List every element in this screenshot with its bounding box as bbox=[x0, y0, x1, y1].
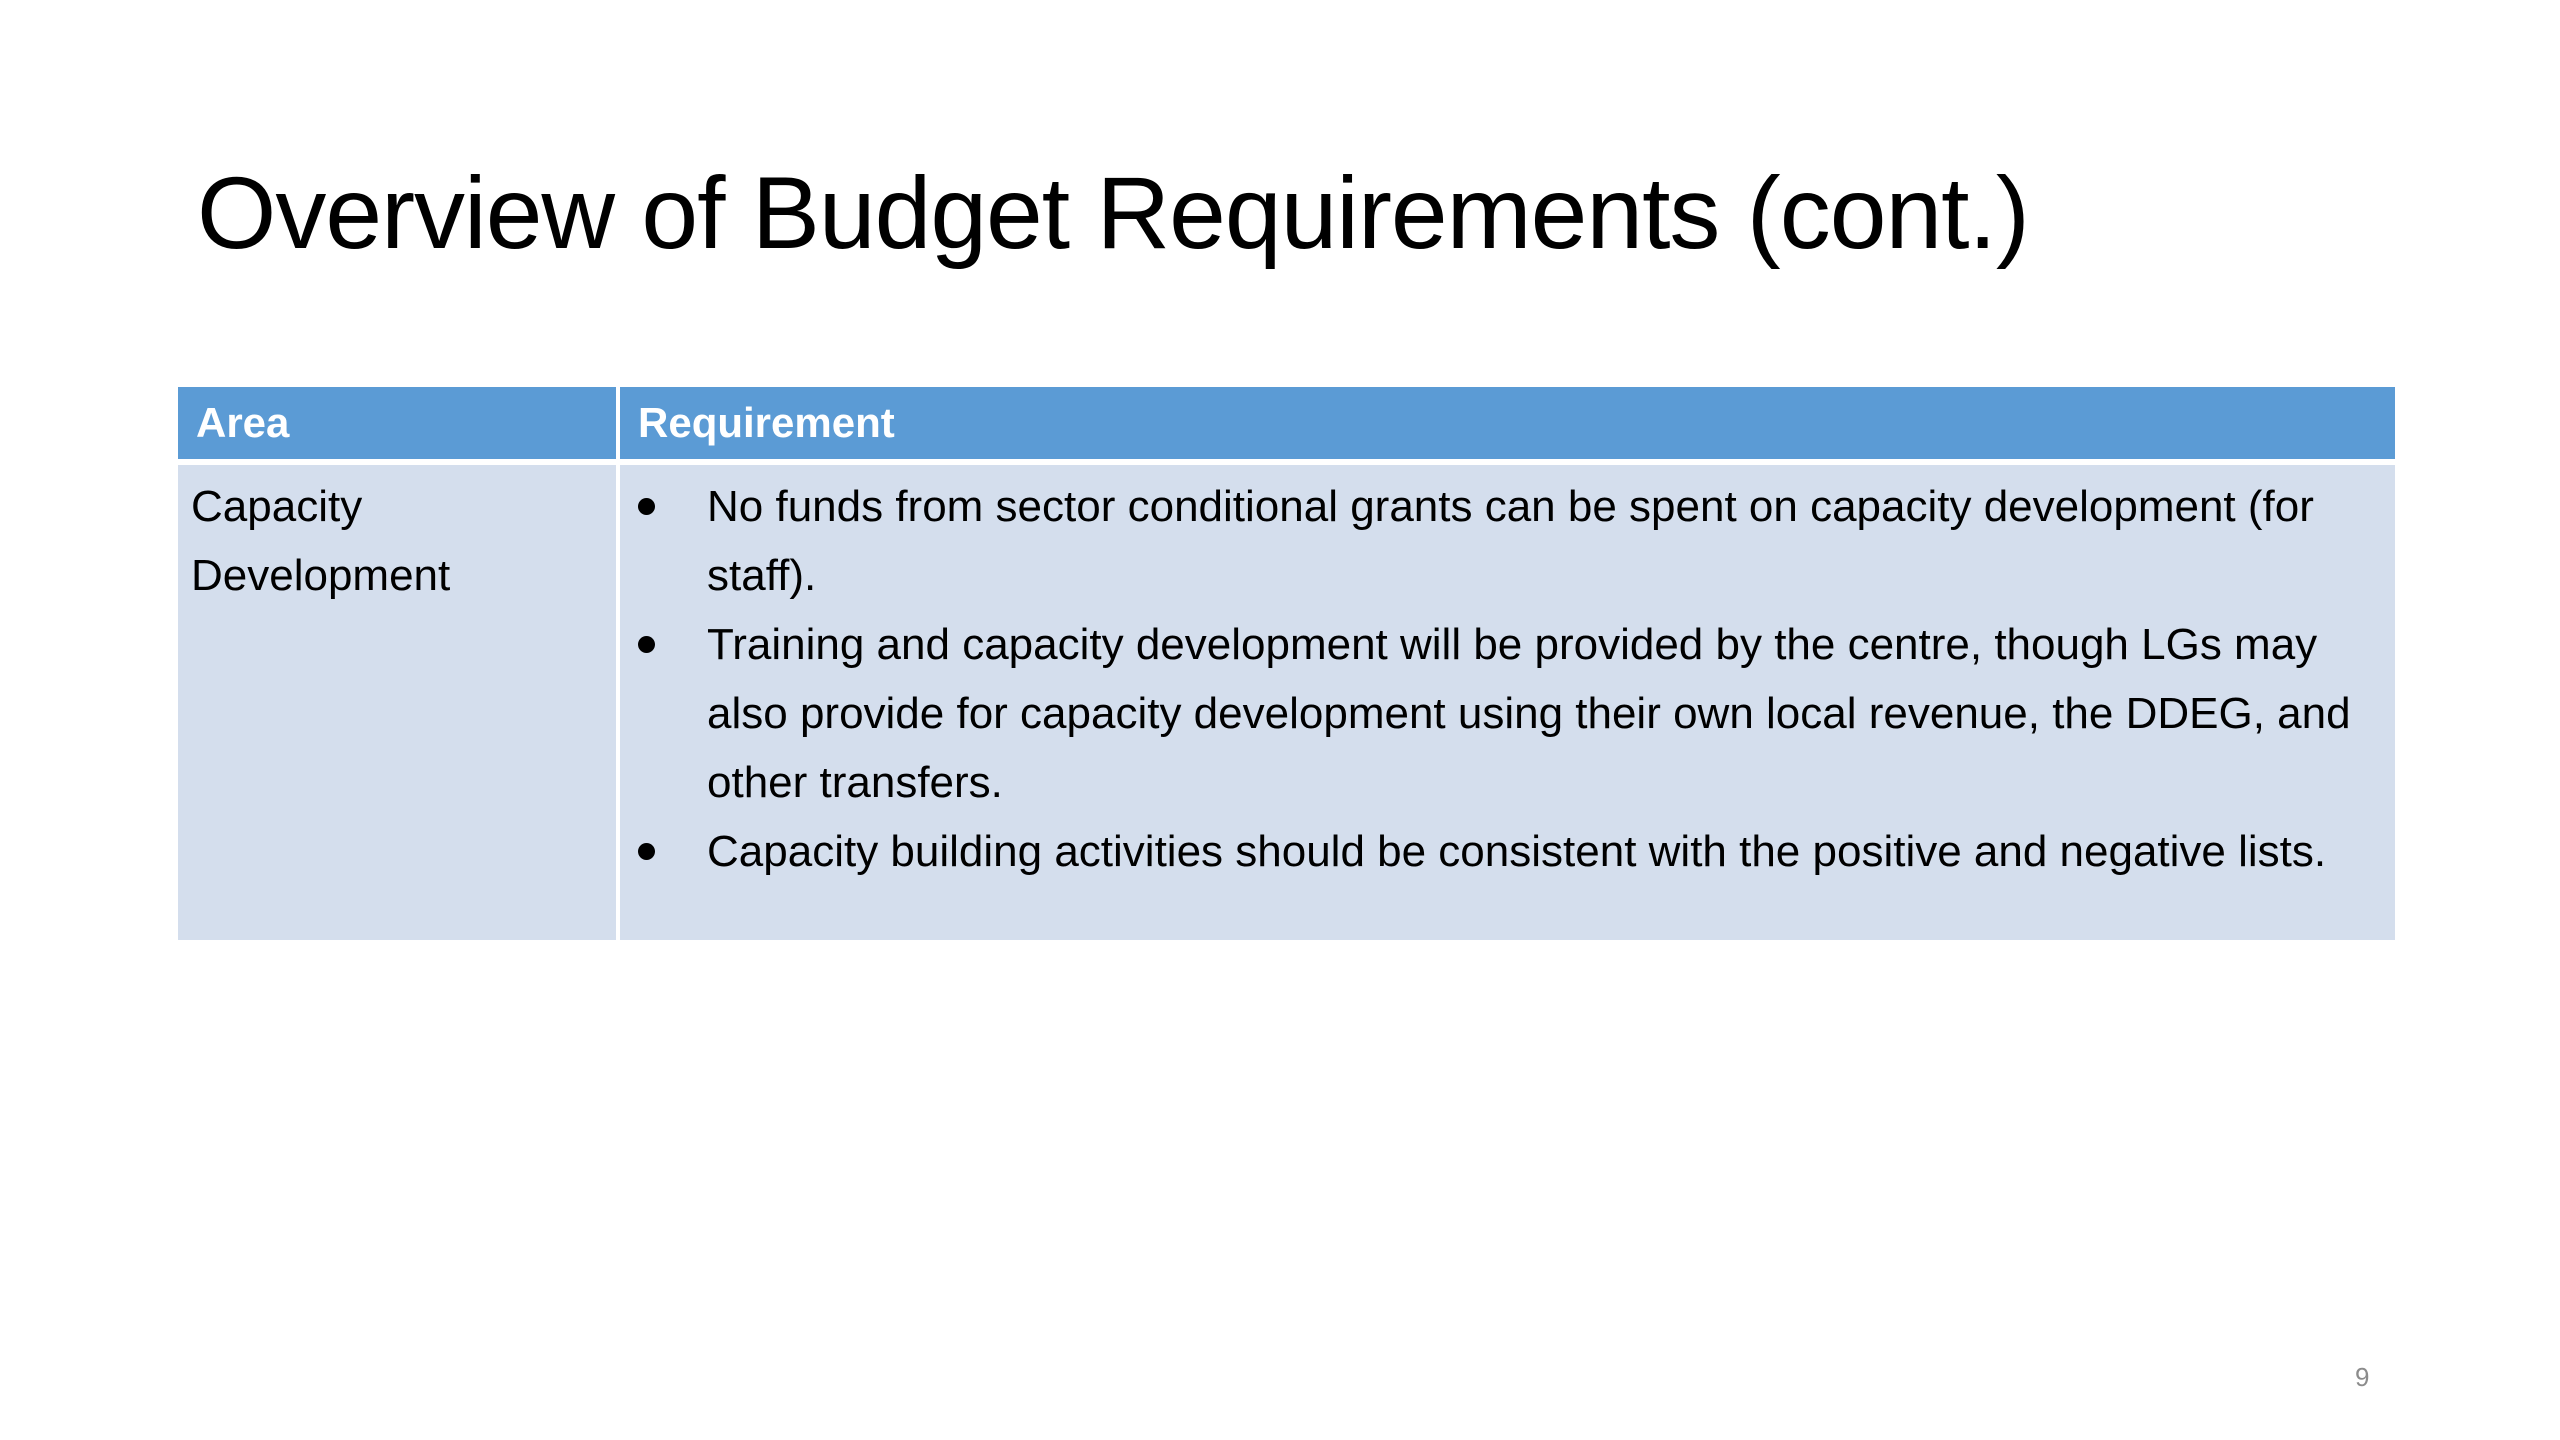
requirement-item bbox=[620, 610, 2355, 817]
table-header-row bbox=[178, 387, 2395, 459]
bullet-icon bbox=[638, 498, 655, 515]
header-requirement: Requirement bbox=[638, 399, 895, 446]
bullet-icon bbox=[638, 636, 655, 653]
requirement-item bbox=[620, 472, 2355, 610]
bullet-icon bbox=[638, 843, 655, 860]
requirement-text: Training and capacity development will be provided by the centre, though LGs may also provide for capacity development using their own local revenue, the DDEG, and other transfers. bbox=[707, 620, 2351, 807]
header-area: Area bbox=[178, 387, 620, 459]
slide-title: Overview of Budget Requirements (cont.) bbox=[197, 156, 2029, 270]
requirement-text: Capacity building activities should be consistent with the positive and negative lists. bbox=[707, 827, 2327, 876]
requirements-table bbox=[178, 387, 2395, 940]
requirement-list bbox=[620, 472, 2355, 886]
cell-area: Capacity Development bbox=[178, 465, 620, 940]
requirement-text: No funds from sector conditional grants can be spent on capacity development (for staff). bbox=[707, 482, 2314, 600]
requirement-item bbox=[620, 817, 2355, 886]
cell-requirement bbox=[620, 465, 2395, 940]
page-number: 9 bbox=[2355, 1362, 2370, 1392]
table-row bbox=[178, 465, 2395, 940]
